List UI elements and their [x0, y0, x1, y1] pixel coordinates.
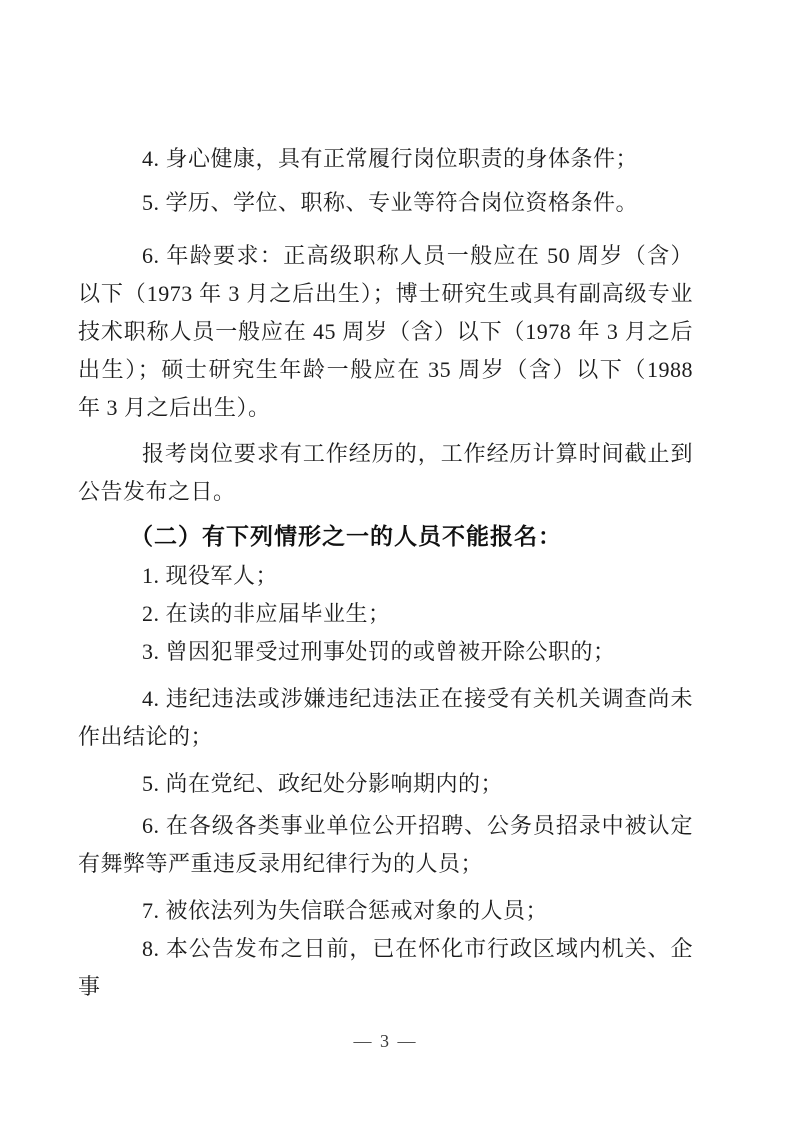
restriction-item-2: 2. 在读的非应届毕业生；	[142, 601, 391, 626]
page-number: — 3 —	[353, 1031, 418, 1051]
document-body	[78, 140, 693, 1006]
paragraph-condition-4: 4. 身心健康，具有正常履行岗位职责的身体条件；	[142, 146, 639, 171]
restriction-item-6: 6. 在各级各类事业单位公开招聘、公务员招录中被认定有舞弊等严重违反录用纪律行为的人员；	[78, 813, 693, 876]
restriction-item-1: 1. 现役军人；	[142, 563, 279, 588]
paragraph-work-experience-cutoff: 报考岗位要求有工作经历的，工作经历计算时间截止到公告发布之日。	[78, 441, 693, 504]
paragraph-condition-5: 5. 学历、学位、职称、专业等符合岗位资格条件。	[142, 190, 639, 215]
restriction-item-7: 7. 被依法列为失信联合惩戒对象的人员；	[142, 898, 549, 923]
section-heading-2-ineligible: （二）有下列情形之一的人员不能报名：	[130, 524, 562, 549]
paragraph-condition-6-age-requirement: 6. 年龄要求：正高级职称人员一般应在 50 周岁（含）以下（1973 年 3 月之后出生）；博士研究生或具有副高级专业技术职称人员一般应在 45 周岁（含）以下（1978 年 3 月之后出生）；硕士研究生年龄一般应在 35 周岁（含）以下（1988 年 3 月之后出生）。	[78, 243, 693, 420]
restriction-item-3: 3. 曾因犯罪受过刑事处罚的或曾被开除公职的；	[142, 639, 616, 664]
restriction-item-8: 8. 本公告发布之日前，已在怀化市行政区域内机关、企事	[78, 936, 693, 999]
restriction-item-5: 5. 尚在党纪、政纪处分影响期内的；	[142, 771, 504, 796]
restriction-item-4: 4. 违纪违法或涉嫌违纪违法正在接受有关机关调查尚未作出结论的；	[78, 686, 693, 749]
